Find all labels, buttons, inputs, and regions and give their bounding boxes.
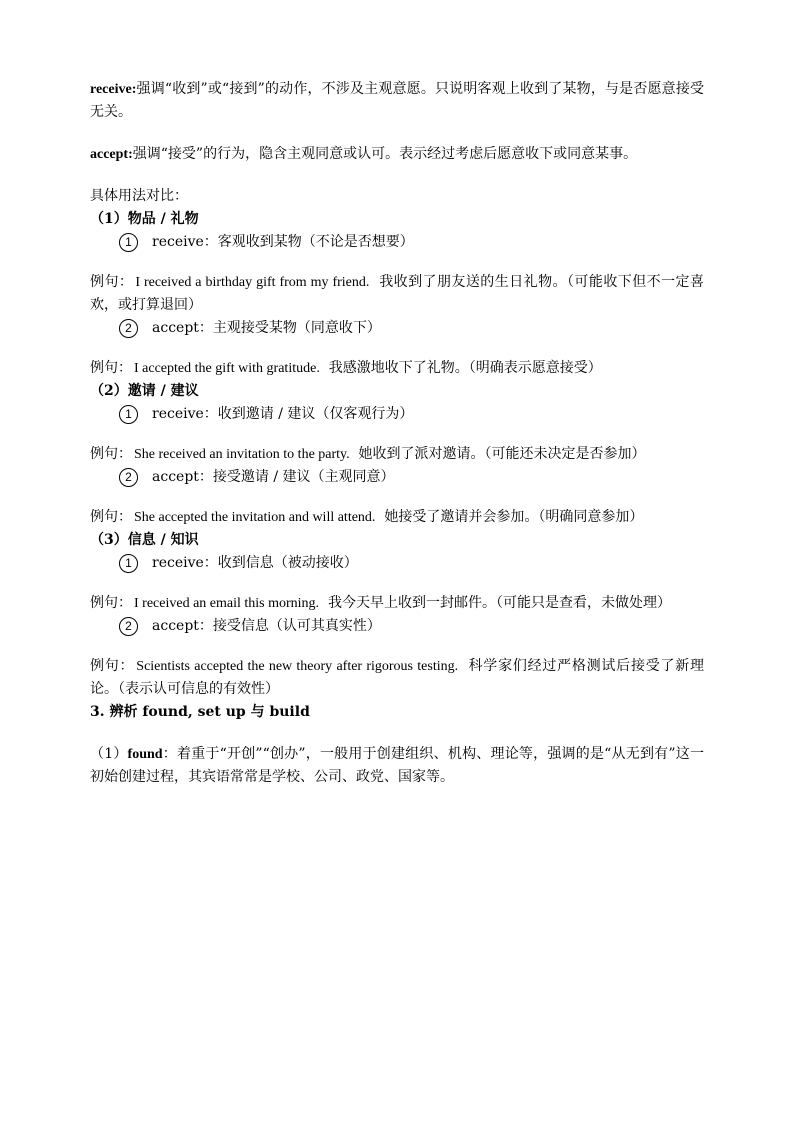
example-sentence [90, 592, 704, 615]
circled-number-icon: 2 [119, 468, 138, 487]
circled-number-icon: 2 [119, 319, 138, 338]
list-item [90, 552, 704, 575]
section-heading: （3）信息 / 知识 [90, 532, 199, 548]
section-heading: （2）邀请 / 建议 [90, 383, 199, 399]
example-label: 例句： [90, 595, 132, 611]
definition-accept-text: 强调“接受”的行为，隐含主观同意或认可。表示经过考虑后愿意收下或同意某事。 [132, 146, 638, 162]
example-label: 例句： [90, 446, 132, 462]
example-chinese: 她收到了派对邀请。（可能还未决定是否参加） [358, 446, 646, 462]
example-sentence [90, 443, 704, 466]
found-number: （1） [90, 746, 128, 762]
example-sentence [90, 271, 704, 317]
list-item [90, 466, 704, 489]
example-label: 例句： [90, 360, 132, 376]
section-heading: （1）物品 / 礼物 [90, 211, 199, 227]
example-label: 例句： [90, 274, 134, 290]
list-item [90, 403, 704, 426]
example-chinese: 科学家们经过严格测试后接受了新理论。（表示认可信息的有效性） [90, 658, 705, 697]
term-found: found [127, 747, 163, 762]
example-label: 例句： [90, 658, 135, 674]
example-label: 例句： [90, 509, 132, 525]
list-item-text: receive：客观收到某物（不论是否想要） [152, 234, 414, 250]
list-item-text: accept：主观接受某物（同意收下） [152, 320, 381, 336]
found-definition [90, 743, 704, 789]
list-item-text: receive：收到邀请 / 建议（仅客观行为） [152, 406, 414, 422]
example-english: I accepted the gift with gratitude. [134, 361, 320, 376]
example-english: She accepted the invitation and will attend. [134, 510, 376, 525]
list-item-text: accept：接受信息（认可其真实性） [152, 618, 381, 634]
example-english: I received a birthday gift from my friend. [135, 275, 370, 290]
usage-intro: 具体用法对比： [90, 188, 188, 204]
list-item-text: accept：接受邀请 / 建议（主观同意） [152, 469, 395, 485]
list-item-text: receive：收到信息（被动接收） [152, 555, 358, 571]
example-sentence [90, 655, 704, 701]
example-english: She received an invitation to the party. [134, 447, 350, 462]
example-sentence [90, 357, 704, 380]
circled-number-icon: 1 [119, 233, 138, 252]
list-item [90, 231, 704, 254]
found-definition-text: ：着重于“开创”“创办”，一般用于创建组织、机构、理论等，强调的是“从无到有”这一初始创建过程，其宾语常常是学校、公司、政党、国家等。 [90, 746, 704, 785]
example-english: I received an email this morning. [134, 596, 320, 611]
term-accept: accept: [90, 147, 133, 162]
definition-accept [90, 143, 704, 166]
circled-number-icon: 2 [119, 617, 138, 636]
example-chinese: 她接受了邀请并会参加。（明确同意参加） [384, 509, 644, 525]
circled-number-icon: 1 [119, 554, 138, 573]
example-chinese: 我感激地收下了礼物。（明确表示愿意接受） [328, 360, 602, 376]
term-receive: receive: [90, 82, 137, 97]
example-english: Scientists accepted the new theory after rigorous testing. [136, 659, 459, 674]
example-chinese: 我今天早上收到一封邮件。（可能只是查看，未做处理） [327, 595, 671, 611]
list-item [90, 615, 704, 638]
section-3-heading: 3. 辨析 found, set up 与 build [90, 704, 310, 720]
list-item [90, 317, 704, 340]
definition-receive-text: 强调“收到”或“接到”的动作，不涉及主观意愿。只说明客观上收到了某物，与是否愿意接受无关。 [90, 81, 704, 120]
definition-receive [90, 78, 704, 124]
circled-number-icon: 1 [119, 405, 138, 424]
example-sentence [90, 506, 704, 529]
document-page [90, 78, 704, 789]
example-chinese: 我收到了朋友送的生日礼物。（可能收下但不一定喜欢，或打算退回） [90, 274, 705, 313]
